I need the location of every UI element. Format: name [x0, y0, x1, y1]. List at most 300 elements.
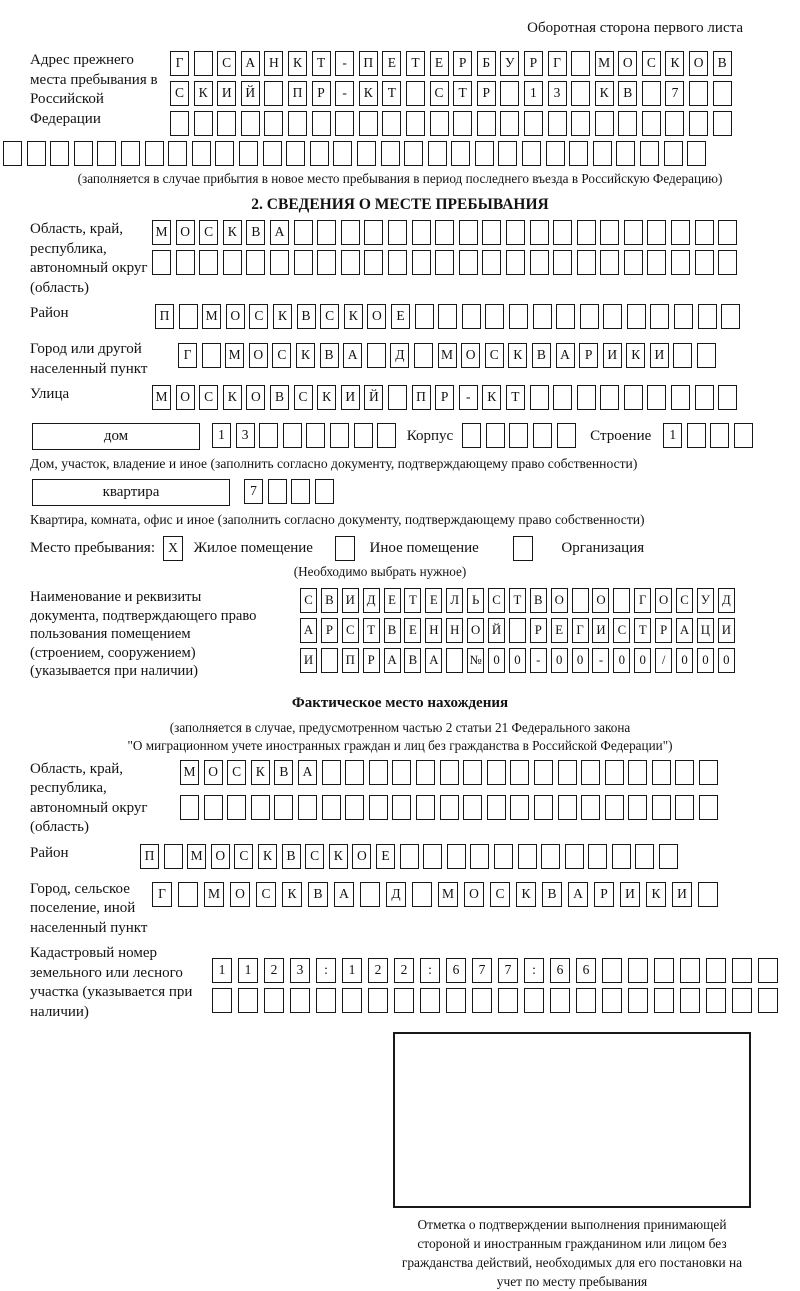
char-cell[interactable]	[718, 220, 737, 245]
dom-box[interactable]: дом	[32, 423, 200, 450]
char-cell[interactable]: Т	[404, 588, 421, 613]
char-cell[interactable]	[446, 648, 463, 673]
char-cell[interactable]: В	[270, 385, 289, 410]
doc-row-1[interactable]	[300, 588, 739, 613]
char-cell[interactable]: Р	[453, 51, 472, 76]
char-cell[interactable]	[3, 141, 22, 166]
char-cell[interactable]: Г	[152, 882, 172, 907]
char-cell[interactable]: У	[697, 588, 714, 613]
char-cell[interactable]	[635, 844, 654, 869]
char-cell[interactable]: М	[202, 304, 221, 329]
char-cell[interactable]	[647, 220, 666, 245]
char-cell[interactable]: -	[335, 81, 354, 106]
char-cell[interactable]	[687, 423, 706, 448]
char-cell[interactable]: О	[230, 882, 250, 907]
char-cell[interactable]	[294, 250, 313, 275]
char-cell[interactable]: Т	[406, 51, 425, 76]
char-cell[interactable]	[664, 141, 683, 166]
char-cell[interactable]	[486, 423, 505, 448]
char-cell[interactable]: 3	[236, 423, 255, 448]
char-cell[interactable]	[212, 988, 232, 1013]
char-cell[interactable]	[689, 111, 708, 136]
char-cell[interactable]	[180, 795, 199, 820]
char-cell[interactable]: С	[294, 385, 313, 410]
char-cell[interactable]: Д	[718, 588, 735, 613]
char-cell[interactable]: С	[490, 882, 510, 907]
char-cell[interactable]	[603, 304, 622, 329]
char-cell[interactable]	[513, 536, 533, 561]
char-cell[interactable]: М	[204, 882, 224, 907]
char-cell[interactable]	[178, 882, 198, 907]
char-cell[interactable]	[534, 795, 553, 820]
char-cell[interactable]: Й	[364, 385, 383, 410]
char-cell[interactable]: М	[187, 844, 206, 869]
factual-oblast-row-2[interactable]	[180, 795, 723, 820]
char-cell[interactable]	[671, 250, 690, 275]
char-cell[interactable]: П	[342, 648, 359, 673]
char-cell[interactable]: Р	[435, 385, 454, 410]
char-cell[interactable]	[732, 958, 752, 983]
char-cell[interactable]: О	[551, 588, 568, 613]
char-cell[interactable]	[357, 141, 376, 166]
char-cell[interactable]: Р	[312, 81, 331, 106]
char-cell[interactable]	[506, 220, 525, 245]
char-cell[interactable]	[541, 844, 560, 869]
char-cell[interactable]	[317, 220, 336, 245]
char-cell[interactable]: С	[170, 81, 189, 106]
dom-cells[interactable]	[212, 423, 401, 448]
char-cell[interactable]	[698, 304, 717, 329]
char-cell[interactable]: 1	[238, 958, 258, 983]
char-cell[interactable]: П	[140, 844, 159, 869]
char-cell[interactable]	[447, 844, 466, 869]
char-cell[interactable]: В	[274, 760, 293, 785]
char-cell[interactable]	[246, 250, 265, 275]
char-cell[interactable]	[368, 988, 388, 1013]
char-cell[interactable]: К	[288, 51, 307, 76]
char-cell[interactable]: С	[256, 882, 276, 907]
char-cell[interactable]	[239, 141, 258, 166]
char-cell[interactable]	[546, 141, 565, 166]
char-cell[interactable]	[530, 385, 549, 410]
char-cell[interactable]: Т	[634, 618, 651, 643]
char-cell[interactable]	[463, 760, 482, 785]
char-cell[interactable]	[706, 958, 726, 983]
char-cell[interactable]: 2	[394, 958, 414, 983]
char-cell[interactable]	[394, 988, 414, 1013]
char-cell[interactable]	[577, 220, 596, 245]
char-cell[interactable]: Р	[530, 618, 547, 643]
char-cell[interactable]	[553, 385, 572, 410]
char-cell[interactable]	[647, 385, 666, 410]
char-cell[interactable]: О	[464, 882, 484, 907]
char-cell[interactable]: С	[234, 844, 253, 869]
char-cell[interactable]: А	[676, 618, 693, 643]
char-cell[interactable]: О	[176, 385, 195, 410]
char-cell[interactable]	[550, 988, 570, 1013]
char-cell[interactable]	[616, 141, 635, 166]
char-cell[interactable]: Р	[524, 51, 543, 76]
char-cell[interactable]	[360, 882, 380, 907]
char-cell[interactable]: О	[352, 844, 371, 869]
char-cell[interactable]	[671, 385, 690, 410]
char-cell[interactable]	[571, 111, 590, 136]
char-cell[interactable]: С	[249, 304, 268, 329]
char-cell[interactable]	[713, 81, 732, 106]
char-cell[interactable]	[315, 479, 334, 504]
char-cell[interactable]	[758, 988, 778, 1013]
char-cell[interactable]	[462, 423, 481, 448]
char-cell[interactable]: Р	[579, 343, 598, 368]
char-cell[interactable]	[416, 760, 435, 785]
char-cell[interactable]	[695, 385, 714, 410]
char-cell[interactable]	[556, 304, 575, 329]
char-cell[interactable]	[640, 141, 659, 166]
char-cell[interactable]	[463, 795, 482, 820]
char-cell[interactable]: К	[595, 81, 614, 106]
char-cell[interactable]: Д	[390, 343, 409, 368]
char-cell[interactable]: К	[646, 882, 666, 907]
char-cell[interactable]: В	[384, 618, 401, 643]
char-cell[interactable]: 0	[697, 648, 714, 673]
char-cell[interactable]: К	[665, 51, 684, 76]
char-cell[interactable]	[518, 844, 537, 869]
char-cell[interactable]	[628, 988, 648, 1013]
char-cell[interactable]: И	[650, 343, 669, 368]
char-cell[interactable]	[420, 988, 440, 1013]
char-cell[interactable]	[487, 795, 506, 820]
char-cell[interactable]	[316, 988, 336, 1013]
char-cell[interactable]: 0	[634, 648, 651, 673]
char-cell[interactable]: С	[272, 343, 291, 368]
char-cell[interactable]	[509, 618, 526, 643]
char-cell[interactable]	[462, 304, 481, 329]
char-cell[interactable]	[322, 760, 341, 785]
char-cell[interactable]: М	[152, 385, 171, 410]
char-cell[interactable]: О	[249, 343, 268, 368]
char-cell[interactable]	[199, 250, 218, 275]
char-cell[interactable]: Е	[551, 618, 568, 643]
char-cell[interactable]: С	[199, 220, 218, 245]
char-cell[interactable]: А	[298, 760, 317, 785]
char-cell[interactable]	[652, 760, 671, 785]
char-cell[interactable]: М	[438, 882, 458, 907]
char-cell[interactable]	[699, 760, 718, 785]
char-cell[interactable]: Ц	[697, 618, 714, 643]
char-cell[interactable]	[333, 141, 352, 166]
char-cell[interactable]	[602, 988, 622, 1013]
char-cell[interactable]: Е	[391, 304, 410, 329]
char-cell[interactable]	[288, 111, 307, 136]
char-cell[interactable]	[652, 795, 671, 820]
ulitsa-row[interactable]	[152, 385, 742, 410]
char-cell[interactable]: 0	[676, 648, 693, 673]
char-cell[interactable]: Р	[321, 618, 338, 643]
char-cell[interactable]: Е	[430, 51, 449, 76]
char-cell[interactable]	[345, 760, 364, 785]
char-cell[interactable]: В	[282, 844, 301, 869]
char-cell[interactable]: И	[592, 618, 609, 643]
char-cell[interactable]: С	[676, 588, 693, 613]
char-cell[interactable]: И	[342, 588, 359, 613]
char-cell[interactable]	[482, 250, 501, 275]
char-cell[interactable]	[238, 988, 258, 1013]
char-cell[interactable]	[698, 882, 718, 907]
char-cell[interactable]: А	[241, 51, 260, 76]
char-cell[interactable]: В	[246, 220, 265, 245]
char-cell[interactable]: К	[296, 343, 315, 368]
stroenie-cells[interactable]	[663, 423, 757, 448]
char-cell[interactable]	[472, 988, 492, 1013]
char-cell[interactable]	[558, 760, 577, 785]
char-cell[interactable]	[674, 304, 693, 329]
char-cell[interactable]	[654, 988, 674, 1013]
char-cell[interactable]: Т	[506, 385, 525, 410]
char-cell[interactable]: С	[305, 844, 324, 869]
char-cell[interactable]	[734, 423, 753, 448]
char-cell[interactable]	[522, 141, 541, 166]
char-cell[interactable]: 2	[368, 958, 388, 983]
char-cell[interactable]	[498, 988, 518, 1013]
char-cell[interactable]	[498, 141, 517, 166]
char-cell[interactable]	[680, 958, 700, 983]
char-cell[interactable]: В	[530, 588, 547, 613]
char-cell[interactable]	[381, 141, 400, 166]
char-cell[interactable]	[286, 141, 305, 166]
char-cell[interactable]: М	[152, 220, 171, 245]
char-cell[interactable]	[665, 111, 684, 136]
char-cell[interactable]	[97, 141, 116, 166]
char-cell[interactable]	[654, 958, 674, 983]
char-cell[interactable]: /	[655, 648, 672, 673]
char-cell[interactable]	[453, 111, 472, 136]
char-cell[interactable]: И	[341, 385, 360, 410]
oblast-row-2[interactable]	[152, 250, 742, 275]
char-cell[interactable]	[415, 304, 434, 329]
char-cell[interactable]	[687, 141, 706, 166]
char-cell[interactable]: 7	[498, 958, 518, 983]
char-cell[interactable]	[164, 844, 183, 869]
char-cell[interactable]	[710, 423, 729, 448]
char-cell[interactable]	[699, 795, 718, 820]
char-cell[interactable]	[170, 111, 189, 136]
factual-raion-row[interactable]	[140, 844, 683, 869]
char-cell[interactable]	[264, 988, 284, 1013]
char-cell[interactable]: Р	[655, 618, 672, 643]
char-cell[interactable]	[459, 250, 478, 275]
char-cell[interactable]	[689, 81, 708, 106]
inoe-checkbox[interactable]	[335, 536, 360, 561]
char-cell[interactable]: 1	[342, 958, 362, 983]
char-cell[interactable]	[451, 141, 470, 166]
char-cell[interactable]: Р	[477, 81, 496, 106]
char-cell[interactable]	[595, 111, 614, 136]
char-cell[interactable]: М	[225, 343, 244, 368]
char-cell[interactable]: О	[618, 51, 637, 76]
char-cell[interactable]	[392, 795, 411, 820]
char-cell[interactable]	[176, 250, 195, 275]
char-cell[interactable]: С	[342, 618, 359, 643]
char-cell[interactable]: О	[204, 760, 223, 785]
char-cell[interactable]	[680, 988, 700, 1013]
char-cell[interactable]	[168, 141, 187, 166]
char-cell[interactable]	[412, 220, 431, 245]
char-cell[interactable]	[435, 220, 454, 245]
char-cell[interactable]	[695, 220, 714, 245]
char-cell[interactable]: А	[425, 648, 442, 673]
char-cell[interactable]	[618, 111, 637, 136]
char-cell[interactable]: Г	[634, 588, 651, 613]
char-cell[interactable]	[628, 760, 647, 785]
char-cell[interactable]: С	[300, 588, 317, 613]
char-cell[interactable]: О	[655, 588, 672, 613]
char-cell[interactable]: О	[689, 51, 708, 76]
char-cell[interactable]: 6	[550, 958, 570, 983]
char-cell[interactable]: С	[227, 760, 246, 785]
char-cell[interactable]	[588, 844, 607, 869]
char-cell[interactable]: 7	[665, 81, 684, 106]
prev-address-row-1[interactable]	[170, 51, 736, 76]
char-cell[interactable]	[675, 760, 694, 785]
char-cell[interactable]	[534, 760, 553, 785]
char-cell[interactable]	[470, 844, 489, 869]
char-cell[interactable]: -	[459, 385, 478, 410]
zhiloe-checkbox[interactable]	[163, 536, 188, 561]
char-cell[interactable]	[202, 343, 221, 368]
char-cell[interactable]: Л	[446, 588, 463, 613]
char-cell[interactable]: А	[568, 882, 588, 907]
char-cell[interactable]	[217, 111, 236, 136]
char-cell[interactable]: Т	[382, 81, 401, 106]
char-cell[interactable]	[400, 844, 419, 869]
char-cell[interactable]	[593, 141, 612, 166]
char-cell[interactable]	[659, 844, 678, 869]
char-cell[interactable]: :	[524, 958, 544, 983]
char-cell[interactable]	[524, 111, 543, 136]
char-cell[interactable]	[259, 423, 278, 448]
prev-address-row-3[interactable]	[170, 111, 736, 136]
char-cell[interactable]	[548, 111, 567, 136]
char-cell[interactable]	[482, 220, 501, 245]
char-cell[interactable]	[369, 795, 388, 820]
char-cell[interactable]	[600, 220, 619, 245]
char-cell[interactable]: К	[482, 385, 501, 410]
char-cell[interactable]	[642, 81, 661, 106]
char-cell[interactable]: Е	[376, 844, 395, 869]
raion-row[interactable]	[155, 304, 745, 329]
char-cell[interactable]: Е	[384, 588, 401, 613]
char-cell[interactable]	[695, 250, 714, 275]
char-cell[interactable]	[321, 648, 338, 673]
char-cell[interactable]	[642, 111, 661, 136]
char-cell[interactable]	[377, 423, 396, 448]
char-cell[interactable]: 3	[290, 958, 310, 983]
char-cell[interactable]	[510, 760, 529, 785]
char-cell[interactable]: А	[556, 343, 575, 368]
char-cell[interactable]: 0	[613, 648, 630, 673]
char-cell[interactable]: К	[359, 81, 378, 106]
char-cell[interactable]	[435, 250, 454, 275]
char-cell[interactable]: Г	[548, 51, 567, 76]
char-cell[interactable]	[152, 250, 171, 275]
char-cell[interactable]	[506, 250, 525, 275]
char-cell[interactable]	[732, 988, 752, 1013]
char-cell[interactable]: С	[217, 51, 236, 76]
char-cell[interactable]	[647, 250, 666, 275]
char-cell[interactable]	[416, 795, 435, 820]
char-cell[interactable]	[565, 844, 584, 869]
char-cell[interactable]	[241, 111, 260, 136]
korpus-cells[interactable]	[462, 423, 580, 448]
char-cell[interactable]	[341, 220, 360, 245]
char-cell[interactable]: А	[343, 343, 362, 368]
char-cell[interactable]: :	[420, 958, 440, 983]
char-cell[interactable]	[706, 988, 726, 1013]
char-cell[interactable]	[533, 423, 552, 448]
char-cell[interactable]	[270, 250, 289, 275]
char-cell[interactable]	[477, 111, 496, 136]
char-cell[interactable]	[675, 795, 694, 820]
char-cell[interactable]	[485, 304, 504, 329]
char-cell[interactable]	[624, 250, 643, 275]
char-cell[interactable]: Д	[386, 882, 406, 907]
char-cell[interactable]	[613, 588, 630, 613]
char-cell[interactable]	[530, 250, 549, 275]
char-cell[interactable]: Г	[178, 343, 197, 368]
char-cell[interactable]	[605, 760, 624, 785]
char-cell[interactable]	[509, 304, 528, 329]
char-cell[interactable]	[310, 141, 329, 166]
char-cell[interactable]: И	[620, 882, 640, 907]
char-cell[interactable]	[758, 958, 778, 983]
char-cell[interactable]	[345, 795, 364, 820]
char-cell[interactable]: В	[404, 648, 421, 673]
char-cell[interactable]	[600, 385, 619, 410]
char-cell[interactable]: К	[223, 385, 242, 410]
char-cell[interactable]: В	[297, 304, 316, 329]
char-cell[interactable]: О	[176, 220, 195, 245]
char-cell[interactable]	[194, 111, 213, 136]
char-cell[interactable]	[438, 304, 457, 329]
char-cell[interactable]: С	[642, 51, 661, 76]
char-cell[interactable]: И	[300, 648, 317, 673]
char-cell[interactable]	[423, 844, 442, 869]
char-cell[interactable]	[440, 795, 459, 820]
char-cell[interactable]	[382, 111, 401, 136]
char-cell[interactable]: Н	[264, 51, 283, 76]
char-cell[interactable]	[342, 988, 362, 1013]
char-cell[interactable]: М	[438, 343, 457, 368]
char-cell[interactable]	[145, 141, 164, 166]
char-cell[interactable]	[500, 111, 519, 136]
char-cell[interactable]: 1	[212, 423, 231, 448]
char-cell[interactable]: С	[430, 81, 449, 106]
char-cell[interactable]: Т	[312, 51, 331, 76]
char-cell[interactable]	[577, 385, 596, 410]
char-cell[interactable]	[580, 304, 599, 329]
char-cell[interactable]: У	[500, 51, 519, 76]
char-cell[interactable]: М	[180, 760, 199, 785]
char-cell[interactable]: К	[223, 220, 242, 245]
char-cell[interactable]	[713, 111, 732, 136]
char-cell[interactable]: Е	[425, 588, 442, 613]
char-cell[interactable]	[263, 141, 282, 166]
doc-row-3[interactable]	[300, 648, 739, 673]
char-cell[interactable]: 1	[212, 958, 232, 983]
doc-row-2[interactable]	[300, 618, 739, 643]
char-cell[interactable]	[628, 795, 647, 820]
char-cell[interactable]	[581, 795, 600, 820]
